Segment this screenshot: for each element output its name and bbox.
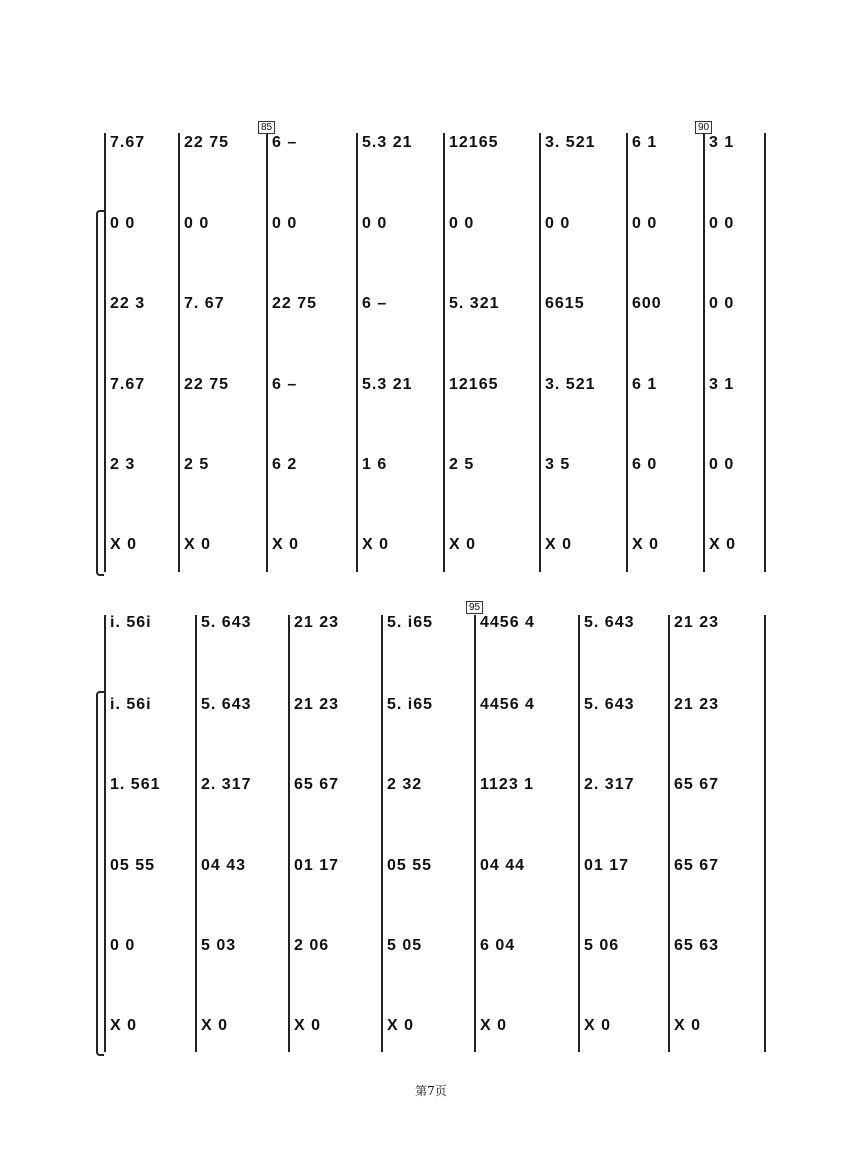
note-cell: 2 5: [449, 456, 475, 473]
note-cell: 12165: [449, 376, 499, 393]
note-cell: 0 0: [272, 215, 298, 232]
note-cell: X 0: [449, 536, 477, 553]
note-cell: 2 06: [294, 937, 330, 954]
barline: [474, 615, 476, 1052]
note-cell: 6 04: [480, 937, 516, 954]
note-cell: 04 44: [480, 857, 526, 874]
note-cell: 6 –: [362, 295, 388, 312]
note-cell: 0 0: [709, 295, 735, 312]
note-cell: 12165: [449, 134, 499, 151]
barline: [764, 615, 766, 1052]
rehearsal-mark: 90: [695, 121, 712, 134]
note-cell: i. 56i: [110, 614, 152, 631]
note-cell: 5. 643: [584, 696, 635, 713]
note-cell: 21 23: [674, 696, 720, 713]
note-cell: X 0: [387, 1017, 415, 1034]
note-cell: X 0: [184, 536, 212, 553]
note-cell: 6 –: [272, 376, 298, 393]
note-cell: 6 1: [632, 134, 658, 151]
note-cell: 0 0: [709, 456, 735, 473]
note-cell: 5. i65: [387, 696, 434, 713]
note-cell: 22 75: [272, 295, 318, 312]
note-cell: 6615: [545, 295, 585, 312]
note-cell: 1 6: [362, 456, 388, 473]
note-cell: 65 67: [674, 857, 720, 874]
barline: [626, 133, 628, 572]
note-cell: 5. i65: [387, 614, 434, 631]
note-cell: 22 75: [184, 376, 230, 393]
barline: [104, 615, 106, 1052]
note-cell: i. 56i: [110, 696, 152, 713]
note-cell: 7.67: [110, 134, 146, 151]
note-cell: 5.3 21: [362, 376, 413, 393]
note-cell: 05 55: [110, 857, 156, 874]
note-cell: X 0: [110, 536, 138, 553]
page-number: 第7页: [415, 1084, 447, 1098]
note-cell: 0 0: [545, 215, 571, 232]
barline: [288, 615, 290, 1052]
note-cell: 5 03: [201, 937, 237, 954]
barline: [443, 133, 445, 572]
note-cell: 3. 521: [545, 134, 596, 151]
note-cell: 5. 643: [584, 614, 635, 631]
barline: [266, 133, 268, 572]
note-cell: 4456 4: [480, 614, 535, 631]
barline: [703, 133, 705, 572]
note-cell: X 0: [632, 536, 660, 553]
note-cell: 2. 317: [201, 776, 252, 793]
note-cell: 65 67: [294, 776, 340, 793]
note-cell: 21 23: [674, 614, 720, 631]
note-cell: 7.67: [110, 376, 146, 393]
note-cell: 6 1: [632, 376, 658, 393]
note-cell: X 0: [362, 536, 390, 553]
note-cell: 3. 521: [545, 376, 596, 393]
note-cell: X 0: [294, 1017, 322, 1034]
note-cell: 0 0: [110, 937, 136, 954]
note-cell: 5. 643: [201, 614, 252, 631]
note-cell: 65 63: [674, 937, 720, 954]
note-cell: 7. 67: [184, 295, 225, 312]
note-cell: 0 0: [709, 215, 735, 232]
note-cell: 6 2: [272, 456, 298, 473]
barline: [539, 133, 541, 572]
note-cell: 01 17: [294, 857, 340, 874]
note-cell: 2 3: [110, 456, 136, 473]
barline: [178, 133, 180, 572]
note-cell: X 0: [584, 1017, 612, 1034]
barline: [356, 133, 358, 572]
note-cell: 22 75: [184, 134, 230, 151]
note-cell: 5. 321: [449, 295, 500, 312]
note-cell: 5.3 21: [362, 134, 413, 151]
note-cell: 5. 643: [201, 696, 252, 713]
note-cell: 05 55: [387, 857, 433, 874]
note-cell: 2. 317: [584, 776, 635, 793]
barline: [195, 615, 197, 1052]
note-cell: 2 5: [184, 456, 210, 473]
note-cell: 5 06: [584, 937, 620, 954]
note-cell: 2 32: [387, 776, 423, 793]
note-cell: 0 0: [184, 215, 210, 232]
note-cell: X 0: [272, 536, 300, 553]
note-cell: 4456 4: [480, 696, 535, 713]
note-cell: X 0: [709, 536, 737, 553]
note-cell: 04 43: [201, 857, 247, 874]
note-cell: 0 0: [362, 215, 388, 232]
note-cell: 0 0: [110, 215, 136, 232]
note-cell: 3 5: [545, 456, 571, 473]
system-bracket: [96, 691, 104, 1056]
note-cell: 65 67: [674, 776, 720, 793]
barline: [104, 133, 106, 572]
note-cell: X 0: [480, 1017, 508, 1034]
note-cell: 3 1: [709, 376, 735, 393]
note-cell: X 0: [201, 1017, 229, 1034]
barline: [578, 615, 580, 1052]
rehearsal-mark: 95: [466, 601, 483, 614]
note-cell: 6 –: [272, 134, 298, 151]
note-cell: X 0: [110, 1017, 138, 1034]
barline: [668, 615, 670, 1052]
note-cell: 01 17: [584, 857, 630, 874]
note-cell: 0 0: [449, 215, 475, 232]
note-cell: X 0: [545, 536, 573, 553]
note-cell: 0 0: [632, 215, 658, 232]
note-cell: 3 1: [709, 134, 735, 151]
note-cell: X 0: [674, 1017, 702, 1034]
barline: [381, 615, 383, 1052]
note-cell: 1123 1: [480, 776, 535, 793]
note-cell: 600: [632, 295, 662, 312]
note-cell: 1. 561: [110, 776, 161, 793]
note-cell: 5 05: [387, 937, 423, 954]
note-cell: 21 23: [294, 614, 340, 631]
note-cell: 6 0: [632, 456, 658, 473]
system-bracket: [96, 210, 104, 576]
rehearsal-mark: 85: [258, 121, 275, 134]
note-cell: 22 3: [110, 295, 146, 312]
note-cell: 21 23: [294, 696, 340, 713]
barline: [764, 133, 766, 572]
